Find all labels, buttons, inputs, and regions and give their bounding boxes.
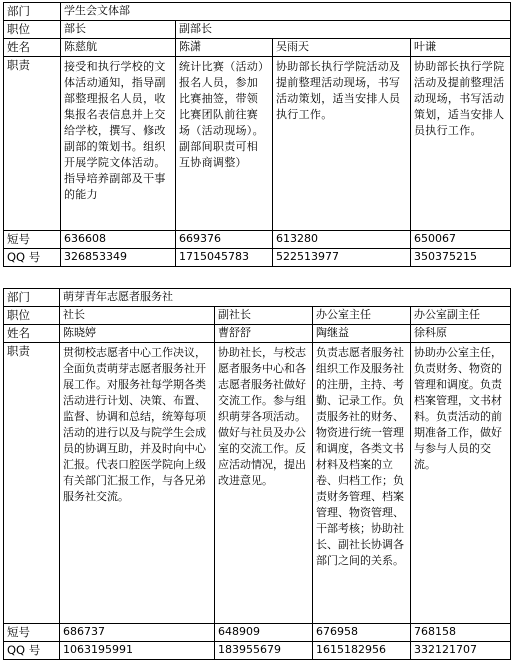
member-duties: 协助部长执行学院活动及提前整理活动现场，书写活动策划，适当安排人员执行工作。: [273, 57, 411, 231]
member-name: 陈慈航: [61, 39, 176, 57]
member-duties: 负责志愿者服务社组织工作及服务社的注册，主持、考勤、记录工作。负责服务社的财务、物资进行统一管理和调度，各类文书材料及档案的立卷、归档工作；负责财务管理、档案管理、物资管理、干部考核；协助社长、副社长协调各部门之间的关系。: [313, 343, 411, 624]
row-label-name: 姓名: [4, 325, 60, 343]
member-position: 办公室主任: [313, 307, 411, 325]
row-label-position: 职位: [4, 21, 61, 39]
member-duties: 协助办公室主任，负责财务、物资的管理和调度。负责档案管理，文书材料。负责活动的前期准备工作，做好与参与人员的交流。: [411, 343, 511, 624]
table-row: [4, 57, 511, 231]
member-qq: 332121707: [411, 642, 511, 660]
row-label-dept: 部门: [4, 289, 60, 307]
member-phone: 636608: [61, 231, 176, 249]
member-phone: 650067: [411, 231, 511, 249]
member-phone: 669376: [176, 231, 273, 249]
member-qq: 522513977: [273, 249, 411, 267]
member-name: 叶谦: [411, 39, 511, 57]
department-name: 萌芽青年志愿者服务社: [60, 289, 511, 307]
member-position: 办公室副主任: [411, 307, 511, 325]
row-label-duties: 职责: [4, 343, 60, 624]
member-position: 副社长: [215, 307, 313, 325]
member-name: 徐科原: [411, 325, 511, 343]
member-name: 曹舒舒: [215, 325, 313, 343]
member-duties: 统计比赛（活动）报名人员，参加比赛抽签，带领比赛团队前往赛场（活动现场）。副部间职责可相互协商调整）: [176, 57, 273, 231]
row-label-position: 职位: [4, 307, 60, 325]
table-row: [4, 249, 511, 267]
row-label-qq: QQ 号: [4, 642, 60, 660]
member-name: 陶继益: [313, 325, 411, 343]
table-row: [4, 39, 511, 57]
member-name: 吴雨天: [273, 39, 411, 57]
member-name: 陈潇: [176, 39, 273, 57]
member-position: 副部长: [176, 21, 511, 39]
row-label-phone: 短号: [4, 624, 60, 642]
member-qq: 1615182956: [313, 642, 411, 660]
member-phone: 648909: [215, 624, 313, 642]
table-student-union-sports: [3, 2, 511, 267]
row-label-dept: 部门: [4, 3, 61, 21]
table-row: [4, 624, 511, 642]
member-duties: 贯彻校志愿者中心工作决议，全面负责萌芽志愿者服务社开展工作。对服务社每学期各类活动进行计划、决策、布置、监督、协调和总结，统筹每项活动的进行以及与院学生会成员的协调互助，并及时向中心汇报。代表口腔医学院向上级有关部门汇报工作，与各兄弟服务社交流。: [60, 343, 215, 624]
member-qq: 1715045783: [176, 249, 273, 267]
table-row: [4, 642, 511, 660]
row-label-phone: 短号: [4, 231, 61, 249]
row-label-duties: 职责: [4, 57, 61, 231]
table-row: [4, 3, 511, 21]
member-qq: 183955679: [215, 642, 313, 660]
table-volunteer-service: [3, 288, 511, 660]
table-row: [4, 343, 511, 624]
table-row: [4, 325, 511, 343]
member-qq: 350375215: [411, 249, 511, 267]
member-phone: 768158: [411, 624, 511, 642]
member-position: 社长: [60, 307, 215, 325]
member-phone: 676958: [313, 624, 411, 642]
member-phone: 686737: [60, 624, 215, 642]
department-name: 学生会文体部: [61, 3, 511, 21]
row-label-name: 姓名: [4, 39, 61, 57]
member-phone: 613280: [273, 231, 411, 249]
member-duties: 协助社长，与校志愿者服务中心和各志愿者服务社做好交流工作。参与组织萌芽各项活动。做好与社员及办公室的交流工作。反应活动情况，提出改进意见。: [215, 343, 313, 624]
member-duties: 接受和执行学校的文体活动通知，指导副部整理报名人员，收集报名表信息并上交给学校，撰写、修改副部的策划书。组织开展学院文体活动。指导培养副部及干事的能力: [61, 57, 176, 231]
member-qq: 1063195991: [60, 642, 215, 660]
table-row: [4, 21, 511, 39]
row-label-qq: QQ 号: [4, 249, 61, 267]
table-row: [4, 289, 511, 307]
member-duties: 协助部长执行学院活动及提前整理活动现场，书写活动策划，适当安排人员执行工作。: [411, 57, 511, 231]
member-qq: 326853349: [61, 249, 176, 267]
table-row: [4, 307, 511, 325]
member-position: 部长: [61, 21, 176, 39]
member-name: 陈晓婷: [60, 325, 215, 343]
table-row: [4, 231, 511, 249]
